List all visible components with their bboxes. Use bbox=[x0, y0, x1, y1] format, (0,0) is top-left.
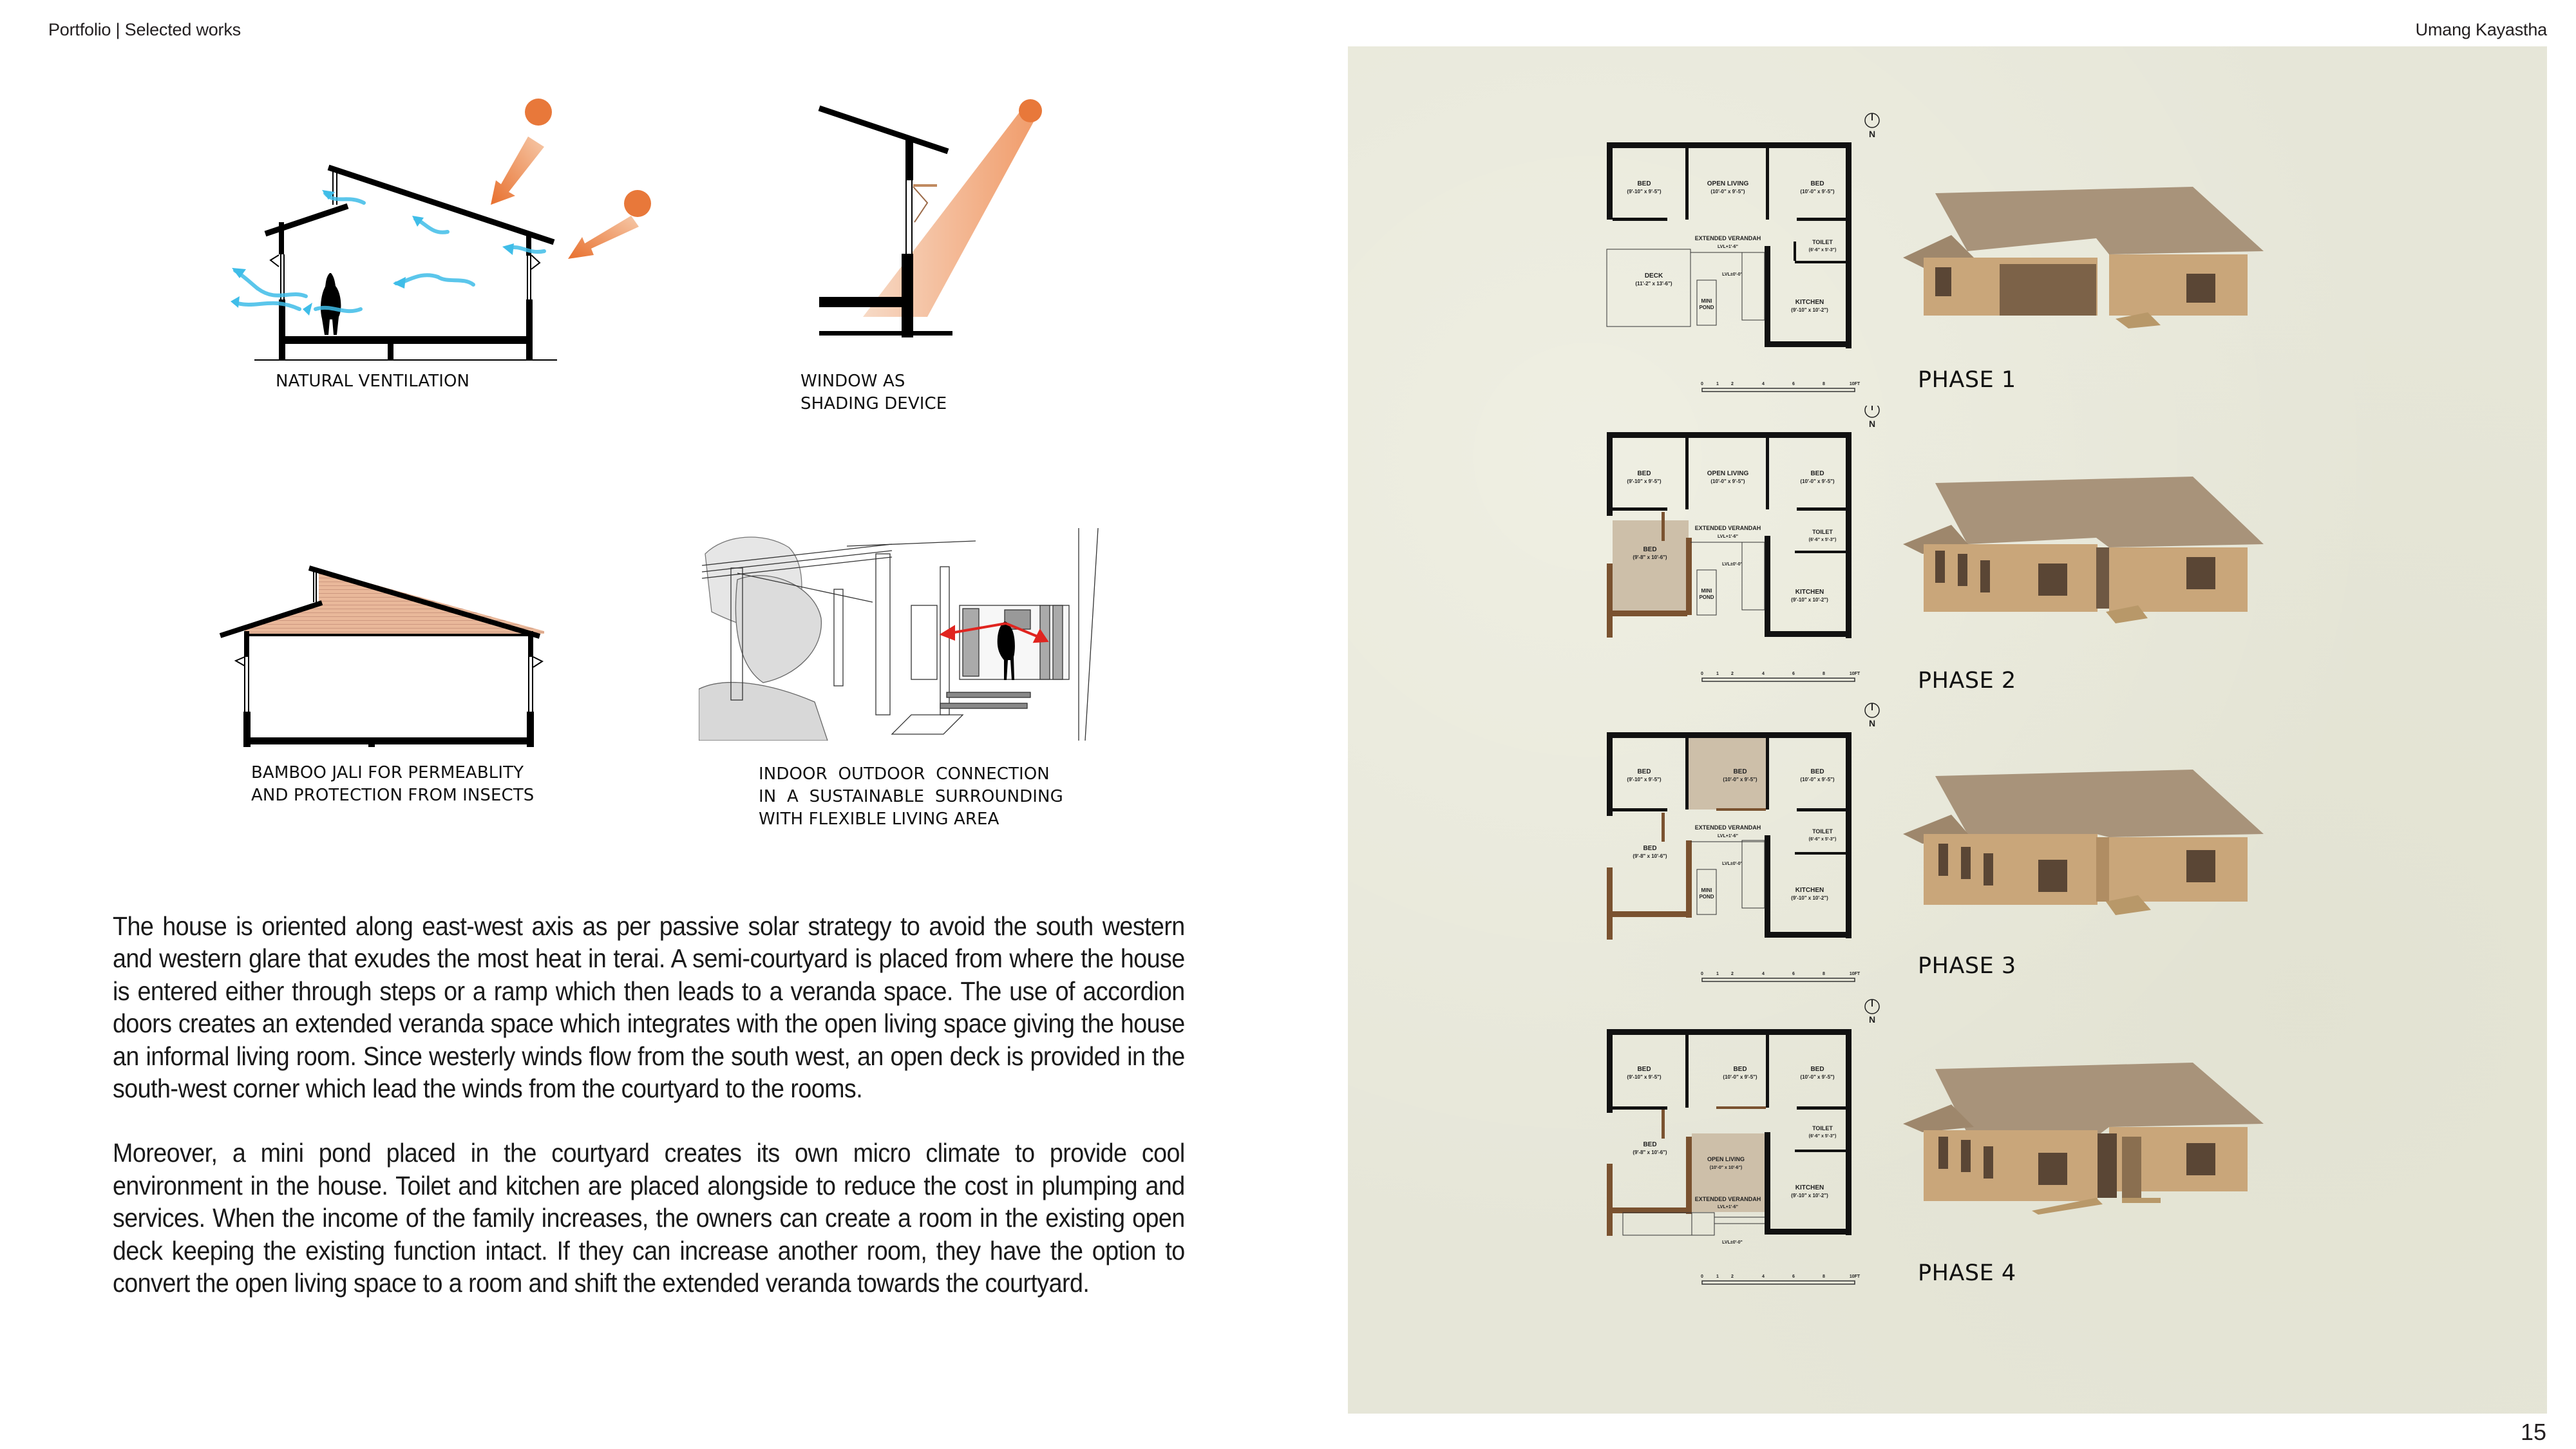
natural-ventilation-caption: NATURAL VENTILATION bbox=[276, 372, 470, 391]
render-phase-1 bbox=[1903, 174, 2302, 328]
person-silhouette bbox=[321, 273, 341, 335]
svg-text:4: 4 bbox=[1762, 972, 1765, 976]
svg-text:OPEN LIVING: OPEN LIVING bbox=[1707, 180, 1749, 187]
svg-text:(11'-2" x 13'-6"): (11'-2" x 13'-6") bbox=[1635, 281, 1672, 287]
svg-text:LVL±0'-0": LVL±0'-0" bbox=[1722, 272, 1743, 277]
svg-text:6: 6 bbox=[1792, 972, 1795, 976]
svg-text:10FT: 10FT bbox=[1849, 382, 1861, 386]
svg-text:(9'-8" x 10'-6"): (9'-8" x 10'-6") bbox=[1633, 1150, 1667, 1155]
svg-text:DECK: DECK bbox=[1644, 272, 1663, 279]
render-phase-3 bbox=[1903, 763, 2302, 918]
sun-icon bbox=[1019, 99, 1042, 122]
svg-text:POND: POND bbox=[1699, 305, 1714, 310]
svg-text:(10'-0" x 9'-5"): (10'-0" x 9'-5") bbox=[1710, 189, 1745, 194]
floor-plan-phase-3 bbox=[1591, 699, 1893, 995]
north-arrow-icon bbox=[1865, 406, 1879, 417]
svg-text:BED: BED bbox=[1733, 768, 1747, 775]
svg-text:6: 6 bbox=[1792, 382, 1795, 386]
svg-text:(6'-6" x 5'-3"): (6'-6" x 5'-3") bbox=[1808, 837, 1837, 842]
header-author-name: Umang Kayastha bbox=[2415, 20, 2547, 39]
svg-text:BED: BED bbox=[1733, 1066, 1747, 1073]
phase-label-3: PHASE 3 bbox=[1918, 953, 2016, 979]
window-shading-caption: WINDOW AS SHADING DEVICE bbox=[800, 372, 947, 413]
svg-text:(10'-0" x 9'-5"): (10'-0" x 9'-5") bbox=[1800, 189, 1835, 194]
svg-text:4: 4 bbox=[1762, 382, 1765, 386]
indoor-outdoor-caption: INDOOR OUTDOOR CONNECTION IN A SUSTAINABLE SURROUNDING WITH FLEXIBLE LIVING AREA bbox=[759, 764, 1063, 829]
svg-text:2: 2 bbox=[1731, 382, 1734, 386]
svg-text:0: 0 bbox=[1701, 972, 1703, 976]
sun-icon bbox=[525, 99, 552, 126]
svg-text:N: N bbox=[1868, 718, 1876, 728]
svg-text:(9'-10" x 9'-5"): (9'-10" x 9'-5") bbox=[1627, 1074, 1662, 1080]
floor-plan-phase-1 bbox=[1591, 103, 1893, 399]
svg-text:POND: POND bbox=[1699, 894, 1714, 900]
svg-text:1: 1 bbox=[1716, 382, 1719, 386]
svg-text:0: 0 bbox=[1701, 1274, 1703, 1279]
svg-text:8: 8 bbox=[1823, 972, 1825, 976]
svg-text:(9'-10" x 9'-5"): (9'-10" x 9'-5") bbox=[1627, 189, 1662, 194]
svg-text:(10'-0" x 9'-5"): (10'-0" x 9'-5") bbox=[1710, 478, 1745, 484]
svg-text:4: 4 bbox=[1762, 672, 1765, 676]
scale-bar bbox=[1701, 1274, 1861, 1284]
svg-text:8: 8 bbox=[1823, 1274, 1825, 1279]
svg-text:N: N bbox=[1868, 1014, 1876, 1025]
floor-plan-phase-4 bbox=[1591, 995, 1893, 1304]
svg-text:EXTENDED VERANDAH: EXTENDED VERANDAH bbox=[1694, 824, 1761, 831]
svg-text:2: 2 bbox=[1731, 1274, 1734, 1279]
scale-bar bbox=[1701, 972, 1861, 981]
natural-ventilation-diagram bbox=[193, 90, 683, 361]
svg-text:BED: BED bbox=[1643, 1141, 1657, 1148]
svg-text:(9'-10" x 10'-2"): (9'-10" x 10'-2") bbox=[1791, 307, 1828, 313]
svg-text:10FT: 10FT bbox=[1849, 672, 1861, 676]
header-section-title: Portfolio | Selected works bbox=[48, 20, 241, 39]
svg-text:1: 1 bbox=[1716, 672, 1719, 676]
page-number: 15 bbox=[2520, 1419, 2546, 1445]
svg-text:MINI: MINI bbox=[1701, 588, 1712, 594]
svg-text:(9'-10" x 10'-2"): (9'-10" x 10'-2") bbox=[1791, 597, 1828, 603]
body-paragraph-1: The house is oriented along east-west axis as per passive solar strategy to avoid the south western and western glare that exudes the most heat in terai. A semi-courtyard is placed from where the house is entered either through steps or a ramp which then leads to a veranda space. The use of accordion doors creates an extended veranda space which integrates with the open living space giving the house an informal living room. Since westerly winds flow from the south west, an open deck is provided in the south-west corner which lead the winds from the courtyard to the rooms. bbox=[113, 911, 1185, 1104]
svg-text:BED: BED bbox=[1637, 180, 1651, 187]
svg-text:4: 4 bbox=[1762, 1274, 1765, 1279]
window-shading-diagram bbox=[792, 90, 1063, 361]
render-phase-4 bbox=[1903, 1063, 2302, 1217]
svg-text:OPEN LIVING: OPEN LIVING bbox=[1707, 470, 1749, 477]
sun-icon bbox=[624, 190, 651, 217]
body-paragraph-2: Moreover, a mini pond placed in the courtyard creates its own micro climate to provide cool environment in the house. Toilet and kitchen are placed alongside to reduce the cost in plumping and services. When the income of the family increases, the owners can create a room in the existing open deck keeping the existing function intact. If they can increase another room, they have the option to convert the open living space to a room and shift the extended veranda towards the courtyard. bbox=[113, 1138, 1185, 1298]
svg-text:(10'-0" x 9'-5"): (10'-0" x 9'-5") bbox=[1723, 777, 1757, 782]
svg-text:(10'-0" x 9'-5"): (10'-0" x 9'-5") bbox=[1800, 777, 1835, 782]
svg-text:(9'-10" x 9'-5"): (9'-10" x 9'-5") bbox=[1627, 777, 1662, 782]
svg-text:LVL±0'-0": LVL±0'-0" bbox=[1722, 1240, 1743, 1245]
svg-text:LVL±0'-0": LVL±0'-0" bbox=[1722, 862, 1743, 866]
svg-text:LVL+1'-6": LVL+1'-6" bbox=[1718, 535, 1738, 539]
svg-text:(6'-6" x 5'-3"): (6'-6" x 5'-3") bbox=[1808, 1134, 1837, 1139]
svg-text:EXTENDED VERANDAH: EXTENDED VERANDAH bbox=[1694, 235, 1761, 242]
svg-text:KITCHEN: KITCHEN bbox=[1795, 887, 1824, 894]
bamboo-jali-caption: BAMBOO JALI FOR PERMEABLITY AND PROTECTION FROM INSECTS bbox=[251, 763, 535, 805]
svg-text:BED: BED bbox=[1810, 180, 1824, 187]
svg-text:(6'-6" x 5'-3"): (6'-6" x 5'-3") bbox=[1808, 538, 1837, 542]
svg-text:(10'-0" x 9'-5"): (10'-0" x 9'-5") bbox=[1800, 1074, 1835, 1080]
svg-text:LVL±0'-0": LVL±0'-0" bbox=[1722, 562, 1743, 567]
svg-text:TOILET: TOILET bbox=[1812, 239, 1833, 245]
svg-text:LVL+1'-6": LVL+1'-6" bbox=[1718, 1205, 1738, 1209]
svg-text:1: 1 bbox=[1716, 972, 1719, 976]
svg-text:EXTENDED VERANDAH: EXTENDED VERANDAH bbox=[1694, 1196, 1761, 1202]
phase-label-2: PHASE 2 bbox=[1918, 668, 2016, 694]
render-phase-2 bbox=[1903, 470, 2302, 625]
svg-text:BED: BED bbox=[1643, 546, 1657, 553]
svg-text:6: 6 bbox=[1792, 672, 1795, 676]
svg-text:POND: POND bbox=[1699, 594, 1714, 600]
svg-text:KITCHEN: KITCHEN bbox=[1795, 1184, 1824, 1191]
svg-text:BED: BED bbox=[1637, 470, 1651, 477]
svg-text:(6'-6" x 5'-3"): (6'-6" x 5'-3") bbox=[1808, 248, 1837, 252]
phase-label-1: PHASE 1 bbox=[1918, 367, 2016, 393]
bamboo-jali-diagram bbox=[193, 528, 592, 747]
svg-text:10FT: 10FT bbox=[1849, 1274, 1861, 1279]
north-arrow-icon bbox=[1865, 999, 1879, 1014]
svg-text:(9'-8" x 10'-6"): (9'-8" x 10'-6") bbox=[1633, 554, 1667, 560]
svg-text:BED: BED bbox=[1637, 1066, 1651, 1073]
svg-text:(10'-0" x 10'-6"): (10'-0" x 10'-6") bbox=[1709, 1166, 1743, 1170]
svg-text:BED: BED bbox=[1810, 1066, 1824, 1073]
svg-text:BED: BED bbox=[1643, 845, 1657, 852]
svg-text:MINI: MINI bbox=[1701, 298, 1712, 304]
floor-plan-phase-2 bbox=[1591, 406, 1893, 702]
north-arrow-icon bbox=[1865, 113, 1879, 128]
body-text bbox=[113, 910, 1185, 1331]
svg-text:(9'-10" x 10'-2"): (9'-10" x 10'-2") bbox=[1791, 1193, 1828, 1198]
svg-text:8: 8 bbox=[1823, 382, 1825, 386]
svg-text:KITCHEN: KITCHEN bbox=[1795, 299, 1824, 306]
svg-text:LVL+1'-6": LVL+1'-6" bbox=[1718, 834, 1738, 838]
scale-bar bbox=[1701, 382, 1861, 392]
svg-text:BED: BED bbox=[1637, 768, 1651, 775]
svg-text:BED: BED bbox=[1810, 768, 1824, 775]
svg-text:2: 2 bbox=[1731, 672, 1734, 676]
svg-text:1: 1 bbox=[1716, 1274, 1719, 1279]
svg-text:TOILET: TOILET bbox=[1812, 529, 1833, 535]
indoor-outdoor-sketch bbox=[699, 528, 1117, 741]
svg-text:BED: BED bbox=[1810, 470, 1824, 477]
svg-text:(9'-10" x 9'-5"): (9'-10" x 9'-5") bbox=[1627, 478, 1662, 484]
svg-text:N: N bbox=[1868, 419, 1876, 429]
svg-text:0: 0 bbox=[1701, 382, 1703, 386]
svg-text:MINI: MINI bbox=[1701, 887, 1712, 893]
svg-text:TOILET: TOILET bbox=[1812, 828, 1833, 835]
svg-text:(10'-0" x 9'-5"): (10'-0" x 9'-5") bbox=[1800, 478, 1835, 484]
svg-text:0: 0 bbox=[1701, 672, 1703, 676]
svg-text:KITCHEN: KITCHEN bbox=[1795, 589, 1824, 596]
svg-text:2: 2 bbox=[1731, 972, 1734, 976]
svg-text:EXTENDED VERANDAH: EXTENDED VERANDAH bbox=[1694, 525, 1761, 531]
svg-text:(9'-10" x 10'-2"): (9'-10" x 10'-2") bbox=[1791, 895, 1828, 901]
svg-text:6: 6 bbox=[1792, 1274, 1795, 1279]
svg-text:8: 8 bbox=[1823, 672, 1825, 676]
svg-text:LVL+1'-6": LVL+1'-6" bbox=[1718, 245, 1738, 249]
svg-text:TOILET: TOILET bbox=[1812, 1125, 1833, 1132]
svg-text:(10'-0" x 9'-5"): (10'-0" x 9'-5") bbox=[1723, 1074, 1757, 1080]
svg-text:OPEN LIVING: OPEN LIVING bbox=[1707, 1156, 1745, 1162]
north-arrow-icon bbox=[1865, 703, 1879, 717]
svg-text:10FT: 10FT bbox=[1849, 972, 1861, 976]
scale-bar bbox=[1701, 672, 1861, 681]
svg-text:(9'-8" x 10'-6"): (9'-8" x 10'-6") bbox=[1633, 853, 1667, 859]
phase-label-4: PHASE 4 bbox=[1918, 1260, 2016, 1286]
svg-text:N: N bbox=[1868, 129, 1876, 139]
